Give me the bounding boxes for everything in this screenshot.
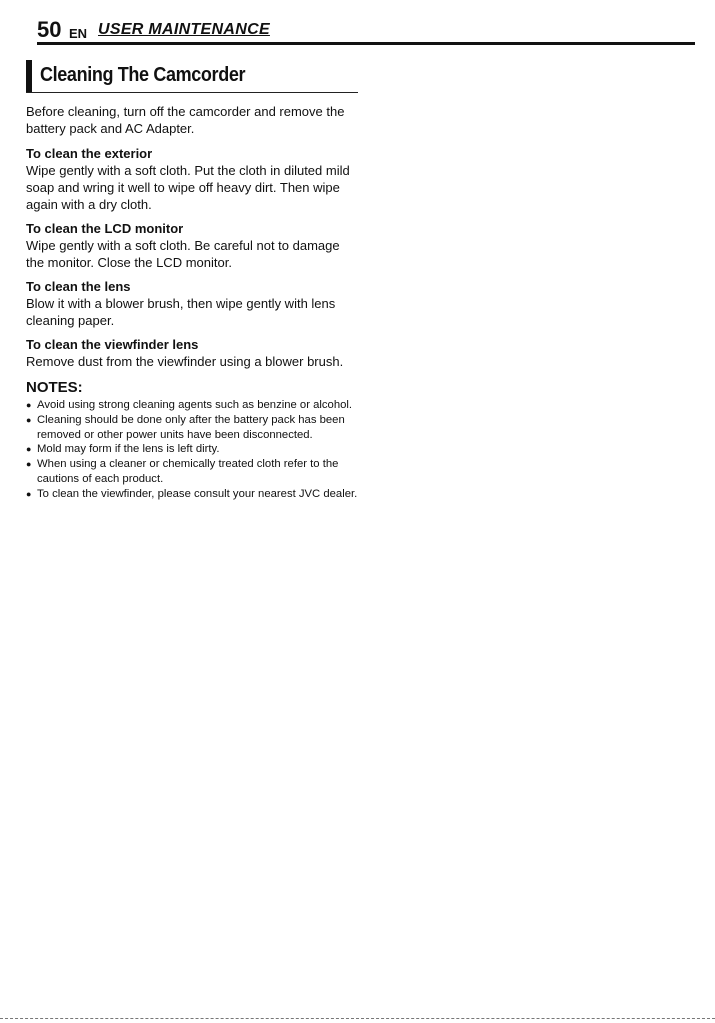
section-viewfinder-lens: [26, 336, 358, 370]
section-lcd-monitor: [26, 220, 358, 271]
section-heading: To clean the exterior: [26, 146, 153, 161]
section-title: USER MAINTENANCE: [98, 21, 270, 38]
page-title-block: [26, 60, 358, 93]
notes-list: [26, 398, 358, 502]
note-item: ● Cleaning should be done only after the battery pack has been removed or other power units have been disconnected.: [26, 413, 358, 443]
section-exterior: [26, 145, 358, 213]
section-heading: To clean the lens: [26, 279, 131, 294]
section-heading: To clean the viewfinder lens: [26, 337, 199, 352]
section-body: Blow it with a blower brush, then wipe gently with lens cleaning paper.: [26, 296, 336, 328]
note-item: ● When using a cleaner or chemically treated cloth refer to the cautions of each product.: [26, 457, 358, 487]
page-header: [37, 18, 695, 45]
note-item: ● Mold may form if the lens is left dirty.: [26, 442, 358, 457]
main-content: [26, 103, 358, 502]
section-heading: To clean the LCD monitor: [26, 221, 184, 236]
section-lens: [26, 278, 358, 329]
note-item: ● To clean the viewfinder, please consult your nearest JVC dealer.: [26, 487, 358, 502]
page-bottom-rule: [0, 1018, 715, 1019]
section-body: Remove dust from the viewfinder using a blower brush.: [26, 354, 344, 369]
language-label: EN: [69, 26, 88, 41]
intro-paragraph: Before cleaning, turn off the camcorder and remove the battery pack and AC Adapter.: [26, 104, 345, 136]
page-title: Cleaning The Camcorder: [40, 64, 246, 86]
section-body: Wipe gently with a soft cloth. Be careful not to damage the monitor. Close the LCD monitor.: [26, 238, 340, 270]
notes-heading: NOTES:: [26, 379, 83, 396]
section-body: Wipe gently with a soft cloth. Put the cloth in diluted mild soap and wring it well to wipe off heavy dirt. Then wipe again with a dry cloth.: [26, 163, 350, 212]
title-marker-bar: [26, 60, 32, 92]
page-number: 50: [37, 17, 62, 42]
note-item: ● Avoid using strong cleaning agents such as benzine or alcohol.: [26, 398, 358, 413]
